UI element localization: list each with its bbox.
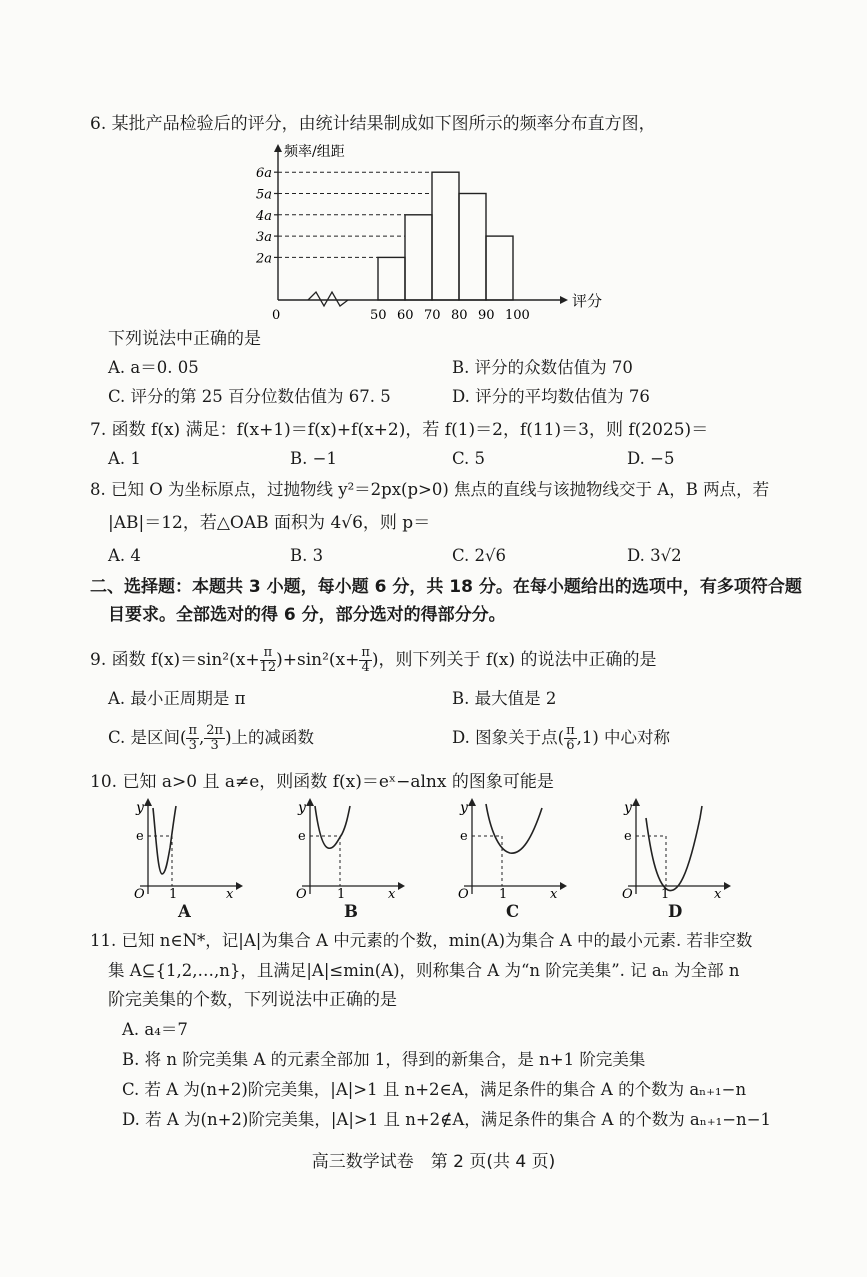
q8-option-d: D. 3√2 [627,546,682,565]
q6-stem: 6. 某批产品检验后的评分，由统计结果制成如下图所示的频率分布直方图， [90,114,656,134]
bar-80-90 [459,194,486,301]
q10-graph-c-label: C [506,902,520,921]
y-tick-4a: 4a [256,208,273,224]
svg-text:x: x [550,887,558,898]
bar-90-100 [486,236,513,300]
q11-option-a: A. a₄＝7 [122,1020,188,1039]
x-tick-100: 100 [505,308,530,323]
q9-option-a: A. 最小正周期是 π [108,689,246,708]
q8-stem-line2: |AB|＝12，若△OAB 面积为 4√6，则 p＝ [108,513,431,533]
y-tick-3a: 3a [256,230,273,246]
svg-text:y: y [624,800,632,816]
svg-text:x: x [388,887,396,898]
origin-label: 0 [272,308,281,323]
q10-graph-b [290,798,410,898]
q8-option-a: A. 4 [108,546,141,565]
svg-text:O: O [134,887,145,898]
q11-stem-line2: 集 A⊆{1,2,…,n}，且满足|A|≤min(A)，则称集合 A 为“n 阶完美集”. 记 aₙ 为全部 n [108,961,740,980]
q9-option-d: D. 图象关于点( $\frac{\pi}{6}$ ,1) 中心对称 [452,723,671,753]
q9-frac-pi-4: $\frac{\pi}{4}$ [361,645,370,675]
svg-text:e: e [624,829,632,844]
q8-option-b: B. 3 [290,546,324,565]
svg-text:O: O [622,887,633,898]
q11-stem-line1: 11. 已知 n∈N*，记|A|为集合 A 中元素的个数，min(A)为集合 A 中的最小元素. 若非空数 [90,931,753,950]
svg-text:e: e [136,829,144,844]
q11-stem-line3: 阶完美集的个数，下列说法中正确的是 [108,990,397,1010]
q10-stem: 10. 已知 a>0 且 a≠e，则函数 f(x)＝eˣ−alnx 的图象可能是 [90,772,554,792]
page-footer: 高三数学试卷 第 2 页(共 4 页) [311,1152,556,1172]
bar-70-80 [432,172,459,300]
q6-option-b: B. 评分的众数估值为 70 [452,358,633,377]
svg-text:x: x [226,887,234,898]
x-tick-70: 70 [424,308,441,323]
q11-option-c: C. 若 A 为(n+2)阶完美集，|A|>1 且 n+2∈A，满足条件的集合 A 的个数为 aₙ₊₁−n [122,1080,747,1099]
q10-graph-a-label: A [178,902,191,921]
section-2-heading-line1: 二、选择题：本题共 3 小题，每小题 6 分，共 18 分。在每小题给出的选项中，有多项符合题 [90,577,802,597]
q11-option-b: B. 将 n 阶完美集 A 的元素全部加 1，得到的新集合，是 n+1 阶完美集 [122,1050,646,1069]
q7-option-c: C. 5 [452,449,486,468]
q10-graph-a [128,798,248,898]
histogram [250,140,610,323]
x-tick-50: 50 [370,308,387,323]
q9-option-c: C. 是区间( $\frac{\pi}{3}$ , $\frac{2\pi}{3}$ )上的减函数 [108,723,315,753]
q7-option-b: B. −1 [290,449,337,468]
svg-text:1: 1 [169,887,178,898]
q8-option-c: C. 2√6 [452,546,507,565]
q7-option-a: A. 1 [108,449,141,468]
svg-text:e: e [298,829,306,844]
bar-60-70 [405,215,432,300]
q9-option-b: B. 最大值是 2 [452,689,557,708]
y-tick-2a: 2a [256,251,273,267]
svg-text:y: y [460,800,468,816]
q7-stem: 7. 函数 f(x) 满足：f(x+1)＝f(x)+f(x+2)，若 f(1)＝2，f(11)＝3，则 f(2025)＝ [90,420,709,440]
q6-option-c: C. 评分的第 25 百分位数估值为 67. 5 [108,387,391,406]
svg-text:O: O [296,887,307,898]
q11-option-d: D. 若 A 为(n+2)阶完美集，|A|>1 且 n+2∉A，满足条件的集合 A 的个数为 aₙ₊₁−n−1 [122,1110,772,1129]
svg-text:1: 1 [499,887,508,898]
svg-text:1: 1 [337,887,346,898]
y-axis-label: 频率/组距 [284,144,345,160]
q10-graph-d [616,798,736,898]
svg-text:x: x [714,887,722,898]
x-axis-label: 评分 [572,292,603,310]
svg-text:O: O [458,887,469,898]
q10-graph-c [452,798,572,898]
q10-graph-b-label: B [344,902,358,921]
y-tick-5a: 5a [256,187,273,203]
y-axis-arrow [274,144,282,152]
q8-stem-line1: 8. 已知 O 为坐标原点，过抛物线 y²＝2px(p>0) 焦点的直线与该抛物线交于 A，B 两点，若 [90,480,770,499]
x-tick-60: 60 [397,308,414,323]
q9-stem: 9. 函数 f(x)＝sin²(x+ $\frac{\pi}{12}$ )+sin²(x+ $\frac{\pi}{4}$ )，则下列关于 f(x) 的说法中正确的是 [90,645,657,675]
axis-break [308,292,348,306]
svg-text:y: y [136,800,144,816]
q10-graph-d-label: D [668,902,683,921]
svg-text:1: 1 [661,887,670,898]
x-tick-80: 80 [451,308,468,323]
section-2-heading-line2: 目要求。全部选对的得 6 分，部分选对的得部分分。 [108,605,506,625]
q6-option-d: D. 评分的平均数估值为 76 [452,387,650,406]
bar-50-60 [378,257,405,300]
q6-follow: 下列说法中正确的是 [108,329,261,349]
q6-option-a: A. a＝0. 05 [108,358,199,377]
x-tick-90: 90 [478,308,495,323]
svg-text:y: y [298,800,306,816]
y-tick-6a: 6a [256,166,273,182]
q7-option-d: D. −5 [627,449,675,468]
svg-text:e: e [460,829,468,844]
x-axis-arrow [560,296,568,304]
q9-frac-pi-12: $\frac{\pi}{12}$ [259,645,277,675]
